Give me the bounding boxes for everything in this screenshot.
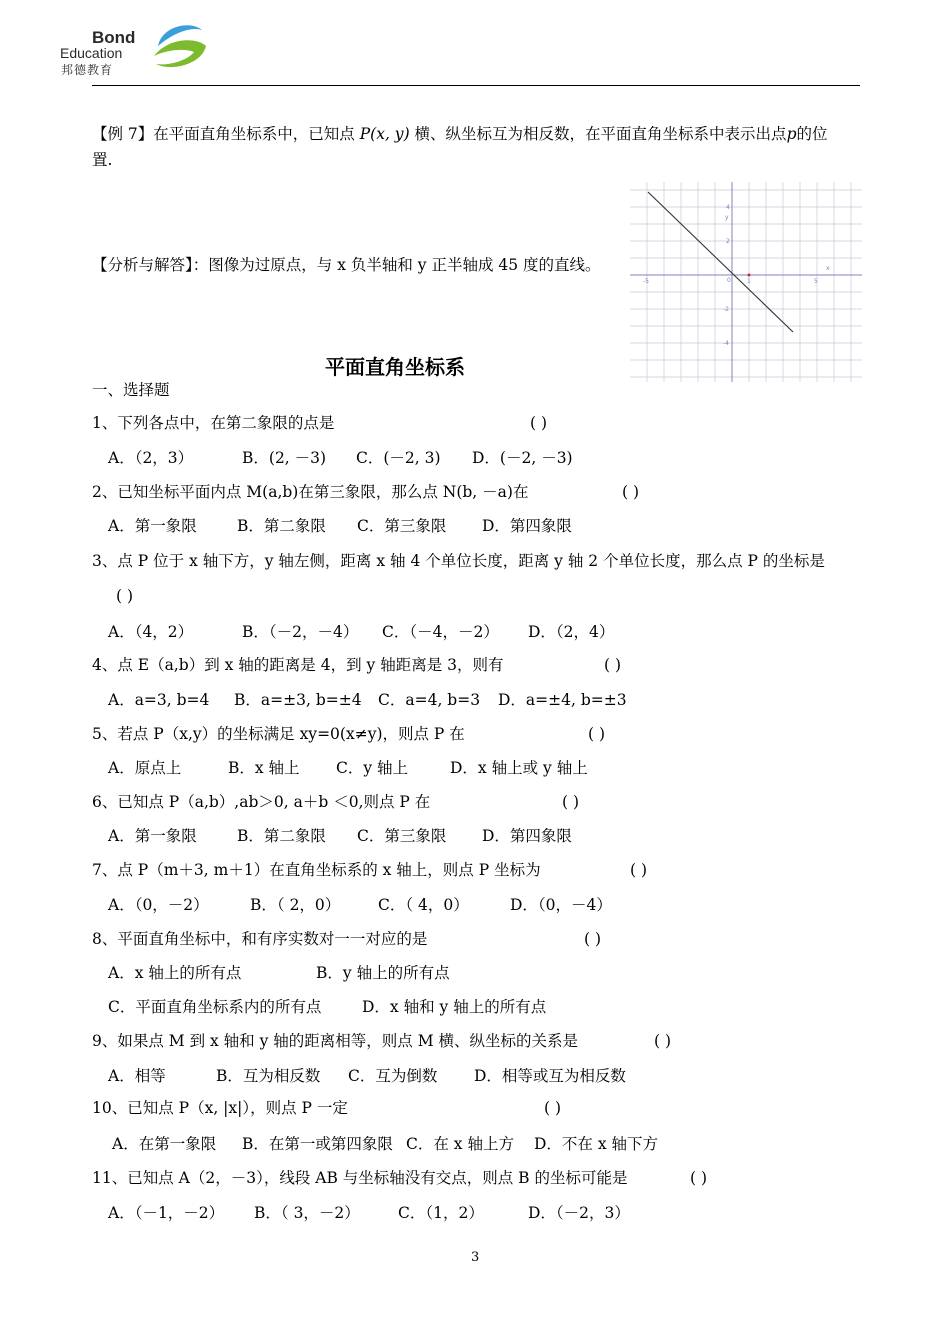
question-6: 6、已知点 P（a,b）,ab＞0, a＋b ＜0,则点 P 在 <box>92 793 431 811</box>
analysis <box>92 255 601 275</box>
example-tag: 【例 7】 <box>92 125 154 143</box>
q1-option-a: A．（2，3） <box>108 449 194 467</box>
example-line-2: 置. <box>92 151 113 169</box>
graph-point <box>748 274 751 277</box>
example-text-a: 在平面直角坐标系中，已知点 <box>153 125 360 143</box>
question-7: 7、点 P（m＋3, m＋1）在直角坐标系的 x 轴上，则点 P 坐标为 <box>92 861 541 879</box>
question-3: 3、点 P 位于 x 轴下方，y 轴左侧，距离 x 轴 4 个单位长度，距离 y 轴 2 个单位长度，那么点 P 的坐标是 <box>92 552 825 570</box>
question-11: 11、已知点 A（2，－3），线段 AB 与坐标轴没有交点，则点 B 的坐标可能是 <box>92 1169 628 1187</box>
q6-option-b: B．第二象限 <box>237 827 326 845</box>
q7-option-d: D．（0，－4） <box>510 896 612 914</box>
q9-option-a: A．相等 <box>108 1067 166 1085</box>
q3-option-a: A．（4，2） <box>108 623 194 641</box>
q9-option-d: D．相等或互为相反数 <box>474 1067 626 1085</box>
question-9-paren: ( ) <box>654 1032 672 1050</box>
q3-option-c: C．（－4，－2） <box>382 623 499 641</box>
q8-option-d: D．x 轴和 y 轴上的所有点 <box>362 998 547 1016</box>
q2-option-d: D．第四象限 <box>482 517 572 535</box>
question-2-paren: ( ) <box>622 483 640 501</box>
q11-option-b: B．（ 3，－2） <box>254 1204 360 1222</box>
q8-option-a: A．x 轴上的所有点 <box>108 964 242 982</box>
question-1-paren: ( ) <box>530 414 548 432</box>
question-8: 8、平面直角坐标中，和有序实数对一一对应的是 <box>92 930 428 948</box>
graph-tick-y4: 4 <box>726 204 730 211</box>
example-text-c: 的位 <box>796 125 828 143</box>
q10-option-c: C．在 x 轴上方 <box>406 1135 514 1153</box>
coordinate-graph <box>630 182 862 382</box>
q1-option-b: B．(2, －3) <box>242 449 327 467</box>
logo-text-bond: Bond <box>92 28 136 47</box>
q6-option-a: A．第一象限 <box>108 827 197 845</box>
q8-option-b: B．y 轴上的所有点 <box>316 964 450 982</box>
question-3-paren: ( ) <box>116 587 134 605</box>
q5-option-a: A．原点上 <box>108 759 182 777</box>
logo-text-cn: 邦德教育 <box>61 63 114 77</box>
q11-option-d: D．（－2，3） <box>528 1204 630 1222</box>
q5-option-d: D．x 轴上或 y 轴上 <box>450 759 588 777</box>
question-4-paren: ( ) <box>604 656 622 674</box>
question-10: 10、已知点 P（x, |x|），则点 P 一定 <box>92 1099 348 1117</box>
section-title: 平面直角坐标系 <box>325 355 465 379</box>
example-p: p <box>786 125 797 143</box>
logo-text-education: Education <box>60 45 123 61</box>
graph-tick-x1: 1 <box>747 278 751 285</box>
q4-option-b: B．a=±3, b=±4 <box>234 691 362 709</box>
graph-tick-x5: 5 <box>814 278 818 285</box>
question-6-paren: ( ) <box>562 793 580 811</box>
q2-option-a: A．第一象限 <box>108 517 197 535</box>
graph-tick-o: 0 <box>727 277 731 284</box>
q10-option-d: D．不在 x 轴下方 <box>534 1135 659 1153</box>
question-10-paren: ( ) <box>544 1099 562 1117</box>
header-rule <box>92 85 860 86</box>
q7-option-b: B．（ 2，0） <box>250 896 341 914</box>
q9-option-c: C．互为倒数 <box>348 1067 438 1085</box>
graph-line <box>648 192 793 332</box>
q6-option-d: D．第四象限 <box>482 827 572 845</box>
q10-option-a: A．在第一象限 <box>112 1135 217 1153</box>
question-4: 4、点 E（a,b）到 x 轴的距离是 4，到 y 轴距离是 3，则有 <box>92 656 504 674</box>
q6-option-c: C．第三象限 <box>357 827 447 845</box>
q9-option-b: B．互为相反数 <box>216 1067 321 1085</box>
q2-option-c: C．第三象限 <box>357 517 447 535</box>
q4-option-c: C．a=4, b=3 <box>378 691 481 709</box>
q4-option-d: D．a=±4, b=±3 <box>498 691 627 709</box>
example-line-1 <box>92 124 828 144</box>
graph-tick-xn5: -5 <box>643 278 649 285</box>
graph-tick-yn2: -2 <box>723 306 729 313</box>
q3-option-b: B．（－2，－4） <box>242 623 359 641</box>
graph-tick-yn4: -4 <box>723 340 729 347</box>
logo-leaf-icon <box>150 16 210 74</box>
q10-option-b: B．在第一或第四象限 <box>242 1135 393 1153</box>
logo <box>60 28 210 78</box>
question-5-paren: ( ) <box>588 725 606 743</box>
question-9: 9、如果点 M 到 x 轴和 y 轴的距离相等，则点 M 横、纵坐标的关系是 <box>92 1032 579 1050</box>
q7-option-c: C．（ 4，0） <box>378 896 469 914</box>
q2-option-b: B．第二象限 <box>237 517 326 535</box>
graph-ylabel: y <box>725 214 729 221</box>
q3-option-d: D．（2，4） <box>528 623 615 641</box>
q1-option-c: C．(－2, 3) <box>356 449 441 467</box>
part-heading: 一、选择题 <box>92 381 170 399</box>
question-2: 2、已知坐标平面内点 M(a,b)在第三象限，那么点 N(b, －a)在 <box>92 483 529 501</box>
q7-option-a: A．（0，－2） <box>108 896 209 914</box>
example-text-b: 横、纵坐标互为相反数，在平面直角坐标系中表示出点 <box>409 125 787 143</box>
page-number: 3 <box>471 1250 480 1265</box>
q5-option-b: B．x 轴上 <box>228 759 300 777</box>
graph-xlabel: x <box>826 265 830 272</box>
graph-tick-y2: 2 <box>726 238 730 245</box>
q1-option-d: D．(－2, －3) <box>472 449 573 467</box>
question-5: 5、若点 P（x,y）的坐标满足 xy=0(x≠y)，则点 P 在 <box>92 725 465 743</box>
question-11-paren: ( ) <box>690 1169 708 1187</box>
example-point: P(x, y) <box>359 125 410 143</box>
q8-option-c: C．平面直角坐标系内的所有点 <box>108 998 322 1016</box>
question-1: 1、下列各点中，在第二象限的点是 <box>92 414 335 432</box>
question-7-paren: ( ) <box>630 861 648 879</box>
q11-option-a: A．（－1，－2） <box>108 1204 225 1222</box>
q11-option-c: C．（1，2） <box>398 1204 484 1222</box>
q5-option-c: C．y 轴上 <box>336 759 409 777</box>
question-8-paren: ( ) <box>584 930 602 948</box>
analysis-tag: 【分析与解答】 <box>92 256 193 274</box>
analysis-text: ：图像为过原点，与 x 负半轴和 y 正半轴成 45 度的直线。 <box>192 256 601 274</box>
q4-option-a: A．a=3, b=4 <box>108 691 210 709</box>
